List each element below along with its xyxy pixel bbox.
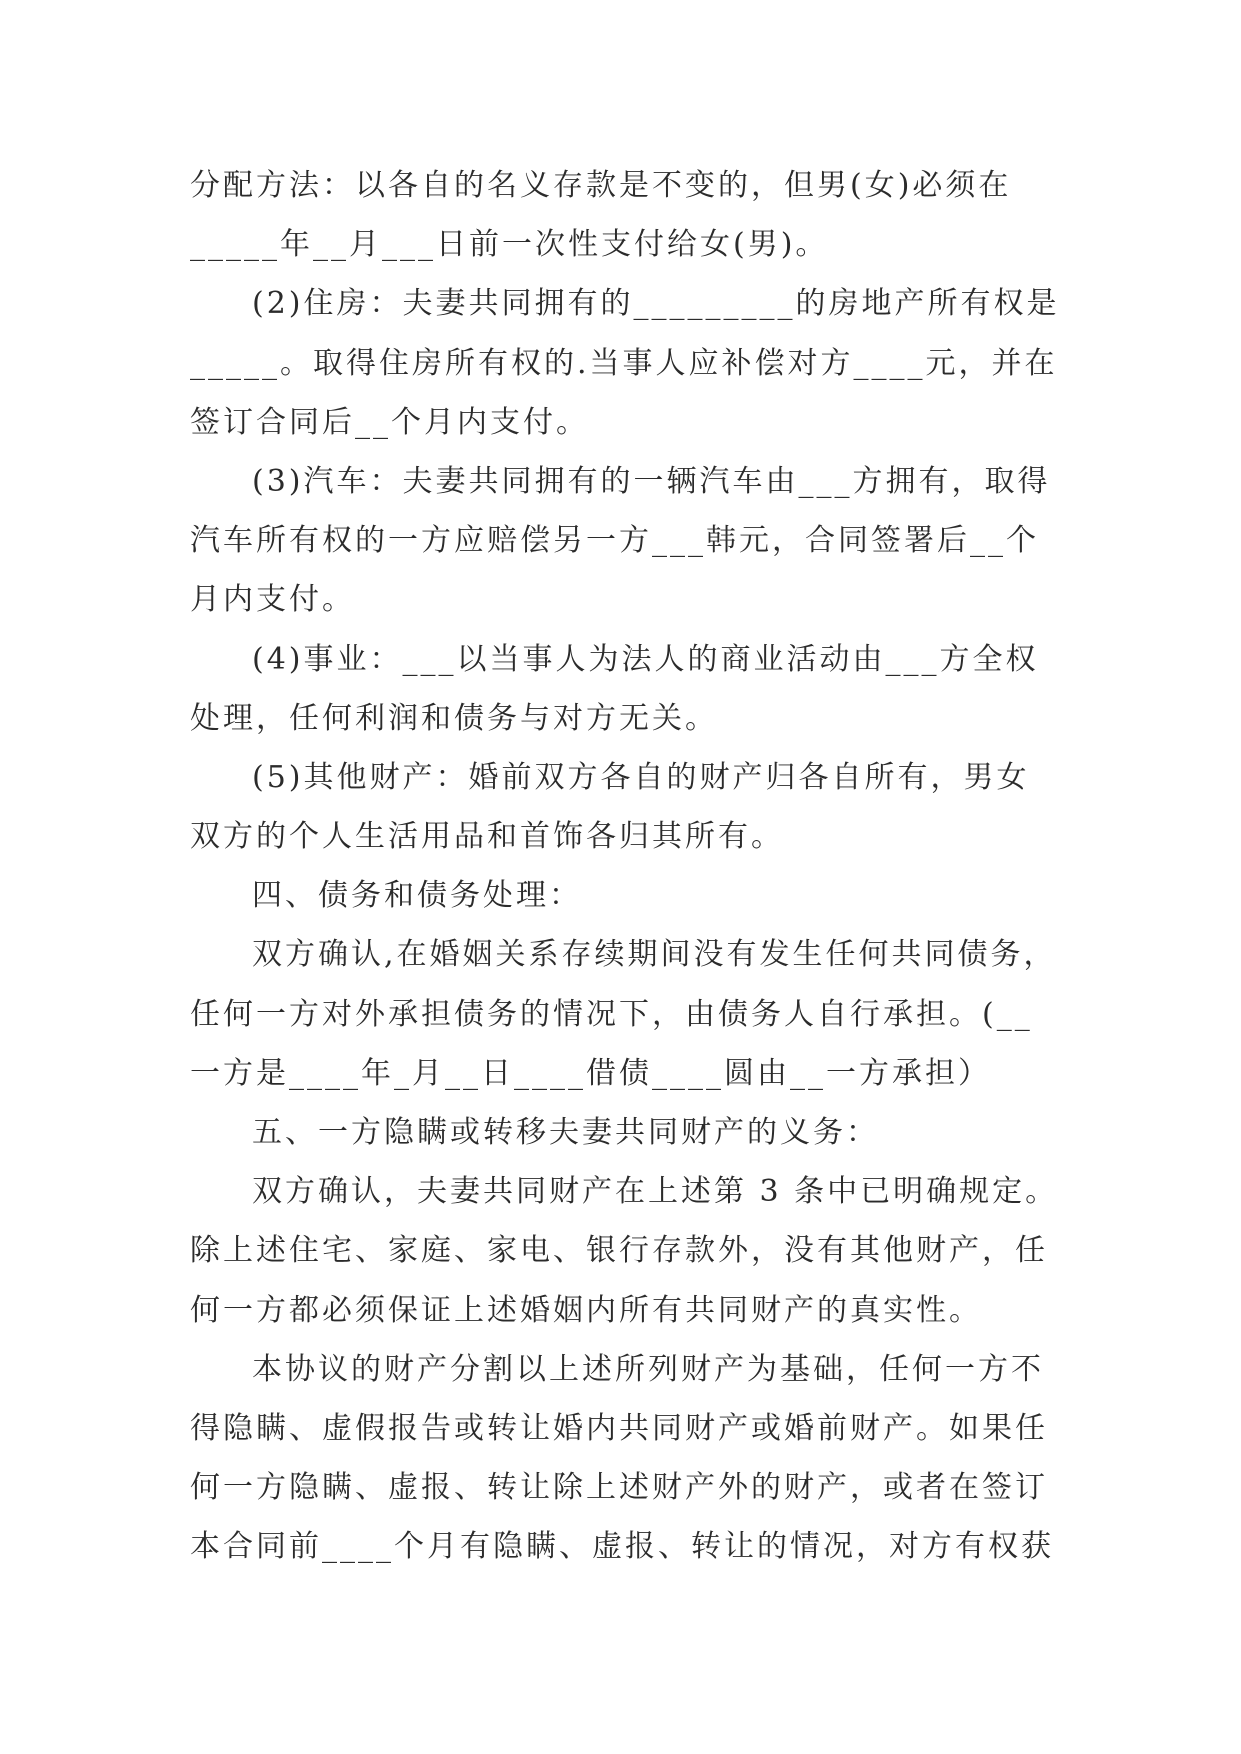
text-line: _____。取得住房所有权的.当事人应补偿对方____元，并在 [190,345,1058,381]
text-line: 一方是____年_月__日____借债____圆由__一方承担） [190,1055,991,1091]
text-line: 双方确认，夫妻共同财产在上述第 3 条中已明确规定。 [252,1174,1059,1210]
text-line: (2)住房：夫妻共同拥有的_________的房地产所有权是 [252,286,1060,322]
text-line: 四、债务和债务处理： [252,878,582,914]
text-line: 何一方隐瞒、虚报、转让除上述财产外的财产，或者在签订 [190,1470,1048,1506]
text-line: 五、一方隐瞒或转移夫妻共同财产的义务： [252,1115,879,1150]
text-line: 本协议的财产分割以上述所列财产为基础，任何一方不 [252,1351,1044,1387]
text-line: 签订合同后__个月内支付。 [190,404,589,440]
text-line: (3)汽车：夫妻共同拥有的一辆汽车由___方拥有，取得 [252,463,1051,499]
text-line: 除上述住宅、家庭、家电、银行存款外，没有其他财产，任 [190,1233,1048,1269]
text-line: 任何一方对外承担债务的情况下，由债务人自行承担。(__ [190,996,1033,1032]
text-line: 处理，任何利润和债务与对方无关。 [190,700,718,736]
text-line: 汽车所有权的一方应赔偿另一方___韩元，合同签署后__个 [190,523,1039,559]
document-body [190,156,1060,1577]
text-line: 双方的个人生活用品和首饰各归其所有。 [190,819,784,855]
text-line: (5)其他财产：婚前双方各自的财产归各自所有，男女 [252,759,1030,795]
text-line: (4)事业：___以当事人为法人的商业活动由___方全权 [252,641,1039,677]
text-line: 本合同前____个月有隐瞒、虚报、转让的情况，对方有权获 [190,1529,1054,1565]
text-line: 得隐瞒、虚假报告或转让婚内共同财产或婚前财产。如果任 [190,1410,1048,1446]
text-line: 月内支付。 [190,582,355,618]
text-line: 何一方都必须保证上述婚姻内所有共同财产的真实性。 [190,1292,982,1328]
text-line: 双方确认,在婚姻关系存续期间没有发生任何共同债务， [252,937,1057,973]
text-line: 分配方法：以各自的名义存款是不变的，但男(女)必须在 [190,168,1012,203]
text-line: _____年__月___日前一次性支付给女(男)。 [190,227,829,263]
